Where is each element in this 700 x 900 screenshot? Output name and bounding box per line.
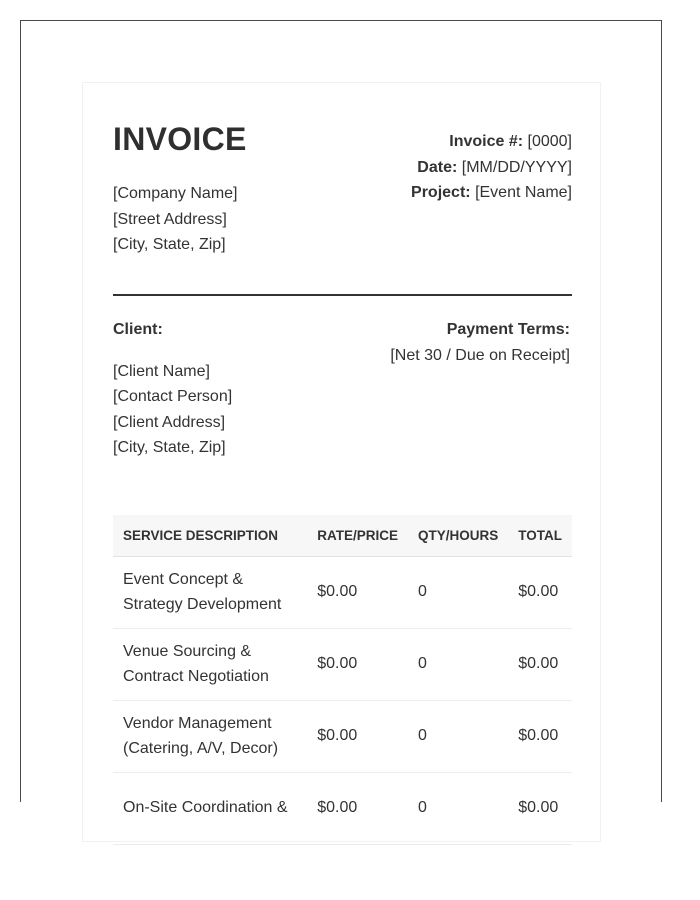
- payment-terms-label: Payment Terms:: [446, 321, 570, 338]
- company-name: [Company Name]: [113, 185, 238, 202]
- company-info: [113, 181, 238, 258]
- row-description-line: Venue Sourcing &: [123, 642, 252, 660]
- table-row: [113, 556, 572, 628]
- row-description-line: (Catering, A/V, Decor): [123, 740, 279, 757]
- client-city: [City, State, Zip]: [113, 439, 226, 456]
- invoice-date-label: Date:: [417, 158, 458, 176]
- row-description: [113, 772, 307, 844]
- client-contact: [Contact Person]: [113, 388, 233, 405]
- row-qty: 0: [408, 628, 508, 700]
- invoice-date-line: [411, 155, 572, 181]
- row-rate: $0.00: [307, 556, 408, 628]
- document-viewport: [20, 20, 662, 817]
- invoice-number-label: Invoice #:: [449, 133, 524, 150]
- line-items-table: [113, 515, 572, 845]
- invoice-number-value: [0000]: [527, 133, 572, 150]
- header-divider: [113, 294, 572, 296]
- client-address: [Client Address]: [113, 413, 226, 431]
- table-row: [113, 772, 572, 844]
- table-row: [113, 628, 572, 700]
- row-description: [113, 556, 307, 628]
- header-total: TOTAL: [508, 515, 572, 556]
- header-rate-price: RATE/PRICE: [307, 515, 408, 556]
- invoice-meta: [411, 129, 572, 206]
- row-rate: $0.00: [307, 628, 408, 700]
- row-rate: $0.00: [307, 772, 408, 844]
- invoice-project-value: [Event Name]: [475, 184, 572, 201]
- client-info: [113, 317, 232, 461]
- invoice-sheet: [82, 82, 601, 842]
- row-total: $0.00: [508, 700, 572, 772]
- row-qty: 0: [408, 556, 508, 628]
- invoice-header: [113, 121, 572, 261]
- payment-terms-value: [Net 30 / Due on Receipt]: [390, 346, 570, 364]
- row-description-line: Event Concept &: [123, 570, 244, 588]
- row-total: $0.00: [508, 772, 572, 844]
- row-total: $0.00: [508, 628, 572, 700]
- invoice-number-line: [411, 129, 572, 155]
- company-street: [Street Address]: [113, 210, 227, 228]
- company-city: [City, State, Zip]: [113, 236, 226, 253]
- table-body: [113, 556, 572, 844]
- row-qty: 0: [408, 772, 508, 844]
- row-qty: 0: [408, 700, 508, 772]
- row-description-line: Contract Negotiation: [123, 668, 269, 685]
- row-total: $0.00: [508, 556, 572, 628]
- row-description-line: Vendor Management: [123, 714, 272, 732]
- table-row: [113, 700, 572, 772]
- row-rate: $0.00: [307, 700, 408, 772]
- header-service-description: SERVICE DESCRIPTION: [113, 515, 307, 556]
- invoice-date-value: [MM/DD/YYYY]: [461, 158, 572, 176]
- client-label: Client:: [113, 321, 163, 338]
- invoice-project-line: [411, 180, 572, 206]
- table-header: [113, 515, 572, 556]
- invoice-project-label: Project:: [411, 184, 471, 201]
- row-description-line: Strategy Development: [123, 596, 282, 613]
- payment-terms: [390, 317, 570, 368]
- header-qty-hours: QTY/HOURS: [408, 515, 508, 556]
- invoice-title: INVOICE: [113, 121, 247, 157]
- row-description: [113, 700, 307, 772]
- client-name: [Client Name]: [113, 362, 210, 380]
- row-description-line: On-Site Coordination &: [123, 799, 288, 817]
- table-header-row: [113, 515, 572, 556]
- row-description: [113, 628, 307, 700]
